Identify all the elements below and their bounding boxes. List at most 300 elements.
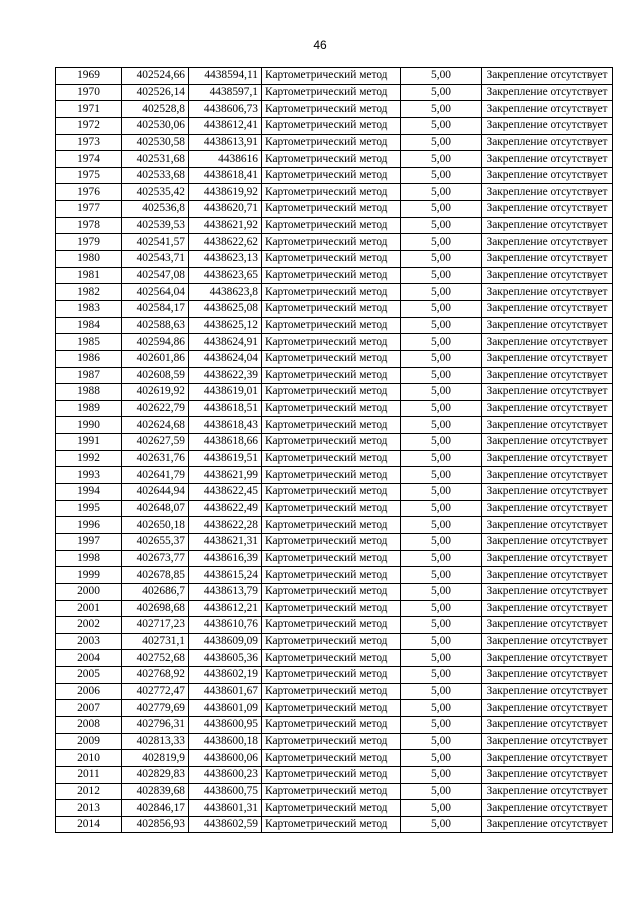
point-number-cell: 1996 [56, 517, 122, 534]
table-row [56, 617, 613, 634]
method-cell: Картометрический метод [262, 267, 401, 284]
method-cell: Картометрический метод [262, 583, 401, 600]
method-cell: Картометрический метод [262, 766, 401, 783]
method-cell: Картометрический метод [262, 800, 401, 817]
fixation-cell: Закрепление отсутствует [482, 251, 613, 268]
fixation-cell: Закрепление отсутствует [482, 284, 613, 301]
point-number-cell: 1988 [56, 384, 122, 401]
error-cell: 5,00 [401, 517, 482, 534]
point-number-cell: 2002 [56, 617, 122, 634]
method-cell: Картометрический метод [262, 184, 401, 201]
y-coordinate-cell: 4438613,91 [189, 134, 262, 151]
point-number-cell: 1978 [56, 217, 122, 234]
y-coordinate-cell: 4438621,99 [189, 467, 262, 484]
fixation-cell: Закрепление отсутствует [482, 450, 613, 467]
y-coordinate-cell: 4438616,39 [189, 550, 262, 567]
table-row [56, 550, 613, 567]
y-coordinate-cell: 4438619,01 [189, 384, 262, 401]
fixation-cell: Закрепление отсутствует [482, 800, 613, 817]
x-coordinate-cell: 402655,37 [122, 533, 189, 550]
fixation-cell: Закрепление отсутствует [482, 633, 613, 650]
x-coordinate-cell: 402627,59 [122, 434, 189, 451]
point-number-cell: 1998 [56, 550, 122, 567]
point-number-cell: 1999 [56, 567, 122, 584]
fixation-cell: Закрепление отсутствует [482, 583, 613, 600]
method-cell: Картометрический метод [262, 251, 401, 268]
x-coordinate-cell: 402539,53 [122, 217, 189, 234]
method-cell: Картометрический метод [262, 117, 401, 134]
point-number-cell: 1980 [56, 251, 122, 268]
x-coordinate-cell: 402698,68 [122, 600, 189, 617]
y-coordinate-cell: 4438622,45 [189, 484, 262, 501]
point-number-cell: 1990 [56, 417, 122, 434]
fixation-cell: Закрепление отсутствует [482, 617, 613, 634]
x-coordinate-cell: 402601,86 [122, 350, 189, 367]
y-coordinate-cell: 4438612,21 [189, 600, 262, 617]
y-coordinate-cell: 4438618,66 [189, 434, 262, 451]
fixation-cell: Закрепление отсутствует [482, 733, 613, 750]
method-cell: Картометрический метод [262, 334, 401, 351]
x-coordinate-cell: 402846,17 [122, 800, 189, 817]
point-number-cell: 2008 [56, 716, 122, 733]
x-coordinate-cell: 402678,85 [122, 567, 189, 584]
error-cell: 5,00 [401, 267, 482, 284]
error-cell: 5,00 [401, 101, 482, 118]
x-coordinate-cell: 402584,17 [122, 300, 189, 317]
method-cell: Картометрический метод [262, 533, 401, 550]
fixation-cell: Закрепление отсутствует [482, 517, 613, 534]
y-coordinate-cell: 4438601,67 [189, 683, 262, 700]
table-row [56, 533, 613, 550]
error-cell: 5,00 [401, 633, 482, 650]
method-cell: Картометрический метод [262, 517, 401, 534]
x-coordinate-cell: 402731,1 [122, 633, 189, 650]
x-coordinate-cell: 402717,23 [122, 617, 189, 634]
table-row [56, 251, 613, 268]
error-cell: 5,00 [401, 234, 482, 251]
y-coordinate-cell: 4438610,76 [189, 617, 262, 634]
point-number-cell: 1987 [56, 367, 122, 384]
point-number-cell: 1989 [56, 400, 122, 417]
y-coordinate-cell: 4438609,09 [189, 633, 262, 650]
point-number-cell: 1969 [56, 68, 122, 85]
table-row [56, 600, 613, 617]
table-row [56, 750, 613, 767]
y-coordinate-cell: 4438619,92 [189, 184, 262, 201]
x-coordinate-cell: 402524,66 [122, 68, 189, 85]
table-row [56, 434, 613, 451]
fixation-cell: Закрепление отсутствует [482, 683, 613, 700]
table-row [56, 700, 613, 717]
table-row [56, 367, 613, 384]
x-coordinate-cell: 402641,79 [122, 467, 189, 484]
table-row [56, 151, 613, 168]
table-row [56, 317, 613, 334]
fixation-cell: Закрепление отсутствует [482, 567, 613, 584]
method-cell: Картометрический метод [262, 617, 401, 634]
table-row [56, 716, 613, 733]
x-coordinate-cell: 402588,63 [122, 317, 189, 334]
table-row [56, 500, 613, 517]
point-number-cell: 2003 [56, 633, 122, 650]
error-cell: 5,00 [401, 500, 482, 517]
point-number-cell: 1981 [56, 267, 122, 284]
point-number-cell: 1995 [56, 500, 122, 517]
fixation-cell: Закрепление отсутствует [482, 267, 613, 284]
x-coordinate-cell: 402829,83 [122, 766, 189, 783]
point-number-cell: 1970 [56, 84, 122, 101]
y-coordinate-cell: 4438613,79 [189, 583, 262, 600]
fixation-cell: Закрепление отсутствует [482, 167, 613, 184]
x-coordinate-cell: 402772,47 [122, 683, 189, 700]
error-cell: 5,00 [401, 434, 482, 451]
fixation-cell: Закрепление отсутствует [482, 816, 613, 833]
point-number-cell: 1985 [56, 334, 122, 351]
y-coordinate-cell: 4438600,75 [189, 783, 262, 800]
point-number-cell: 1984 [56, 317, 122, 334]
y-coordinate-cell: 4438623,13 [189, 251, 262, 268]
y-coordinate-cell: 4438600,06 [189, 750, 262, 767]
table-row [56, 766, 613, 783]
y-coordinate-cell: 4438606,73 [189, 101, 262, 118]
x-coordinate-cell: 402608,59 [122, 367, 189, 384]
fixation-cell: Закрепление отсутствует [482, 750, 613, 767]
method-cell: Картометрический метод [262, 217, 401, 234]
error-cell: 5,00 [401, 151, 482, 168]
table-row [56, 267, 613, 284]
x-coordinate-cell: 402624,68 [122, 417, 189, 434]
error-cell: 5,00 [401, 533, 482, 550]
x-coordinate-cell: 402650,18 [122, 517, 189, 534]
y-coordinate-cell: 4438622,39 [189, 367, 262, 384]
page-number: 46 [313, 38, 327, 52]
table-row [56, 783, 613, 800]
fixation-cell: Закрепление отсутствует [482, 68, 613, 85]
x-coordinate-cell: 402594,86 [122, 334, 189, 351]
table-row [56, 400, 613, 417]
fixation-cell: Закрепление отсутствует [482, 184, 613, 201]
error-cell: 5,00 [401, 251, 482, 268]
table-row [56, 84, 613, 101]
y-coordinate-cell: 4438602,19 [189, 667, 262, 684]
table-row [56, 733, 613, 750]
method-cell: Картометрический метод [262, 68, 401, 85]
fixation-cell: Закрепление отсутствует [482, 117, 613, 134]
error-cell: 5,00 [401, 417, 482, 434]
y-coordinate-cell: 4438597,1 [189, 84, 262, 101]
x-coordinate-cell: 402648,07 [122, 500, 189, 517]
method-cell: Картометрический метод [262, 600, 401, 617]
fixation-cell: Закрепление отсутствует [482, 300, 613, 317]
point-number-cell: 2010 [56, 750, 122, 767]
method-cell: Картометрический метод [262, 201, 401, 218]
error-cell: 5,00 [401, 583, 482, 600]
error-cell: 5,00 [401, 84, 482, 101]
error-cell: 5,00 [401, 683, 482, 700]
method-cell: Картометрический метод [262, 667, 401, 684]
y-coordinate-cell: 4438622,62 [189, 234, 262, 251]
method-cell: Картометрический метод [262, 567, 401, 584]
y-coordinate-cell: 4438618,51 [189, 400, 262, 417]
x-coordinate-cell: 402752,68 [122, 650, 189, 667]
x-coordinate-cell: 402531,68 [122, 151, 189, 168]
method-cell: Картометрический метод [262, 400, 401, 417]
point-number-cell: 1991 [56, 434, 122, 451]
error-cell: 5,00 [401, 167, 482, 184]
y-coordinate-cell: 4438622,28 [189, 517, 262, 534]
error-cell: 5,00 [401, 567, 482, 584]
fixation-cell: Закрепление отсутствует [482, 384, 613, 401]
method-cell: Картометрический метод [262, 434, 401, 451]
error-cell: 5,00 [401, 134, 482, 151]
point-number-cell: 1972 [56, 117, 122, 134]
method-cell: Картометрический метод [262, 284, 401, 301]
table-row [56, 134, 613, 151]
point-number-cell: 2005 [56, 667, 122, 684]
x-coordinate-cell: 402686,7 [122, 583, 189, 600]
error-cell: 5,00 [401, 450, 482, 467]
x-coordinate-cell: 402839,68 [122, 783, 189, 800]
y-coordinate-cell: 4438602,59 [189, 816, 262, 833]
method-cell: Картометрический метод [262, 317, 401, 334]
table-row [56, 583, 613, 600]
table-row [56, 201, 613, 218]
method-cell: Картометрический метод [262, 134, 401, 151]
fixation-cell: Закрепление отсутствует [482, 201, 613, 218]
point-number-cell: 2013 [56, 800, 122, 817]
x-coordinate-cell: 402541,57 [122, 234, 189, 251]
error-cell: 5,00 [401, 317, 482, 334]
method-cell: Картометрический метод [262, 683, 401, 700]
table-row [56, 101, 613, 118]
y-coordinate-cell: 4438622,49 [189, 500, 262, 517]
fixation-cell: Закрепление отсутствует [482, 334, 613, 351]
point-number-cell: 2000 [56, 583, 122, 600]
point-number-cell: 2006 [56, 683, 122, 700]
method-cell: Картометрический метод [262, 733, 401, 750]
point-number-cell: 2001 [56, 600, 122, 617]
x-coordinate-cell: 402768,92 [122, 667, 189, 684]
y-coordinate-cell: 4438600,18 [189, 733, 262, 750]
fixation-cell: Закрепление отсутствует [482, 667, 613, 684]
method-cell: Картометрический метод [262, 450, 401, 467]
y-coordinate-cell: 4438600,95 [189, 716, 262, 733]
table-row [56, 284, 613, 301]
point-number-cell: 1982 [56, 284, 122, 301]
fixation-cell: Закрепление отсутствует [482, 716, 613, 733]
error-cell: 5,00 [401, 367, 482, 384]
method-cell: Картометрический метод [262, 167, 401, 184]
method-cell: Картометрический метод [262, 633, 401, 650]
y-coordinate-cell: 4438618,43 [189, 417, 262, 434]
error-cell: 5,00 [401, 600, 482, 617]
table-row [56, 167, 613, 184]
point-number-cell: 1994 [56, 484, 122, 501]
table-row [56, 484, 613, 501]
fixation-cell: Закрепление отсутствует [482, 134, 613, 151]
method-cell: Картометрический метод [262, 500, 401, 517]
x-coordinate-cell: 402547,08 [122, 267, 189, 284]
point-number-cell: 1997 [56, 533, 122, 550]
error-cell: 5,00 [401, 617, 482, 634]
coordinates-table [55, 67, 613, 833]
table-row [56, 234, 613, 251]
fixation-cell: Закрепление отсутствует [482, 434, 613, 451]
error-cell: 5,00 [401, 716, 482, 733]
method-cell: Картометрический метод [262, 417, 401, 434]
error-cell: 5,00 [401, 350, 482, 367]
point-number-cell: 2014 [56, 816, 122, 833]
table-row [56, 384, 613, 401]
coordinates-table-body [56, 68, 613, 833]
table-row [56, 633, 613, 650]
error-cell: 5,00 [401, 750, 482, 767]
point-number-cell: 2009 [56, 733, 122, 750]
point-number-cell: 2004 [56, 650, 122, 667]
table-row [56, 567, 613, 584]
table-row [56, 334, 613, 351]
x-coordinate-cell: 402631,76 [122, 450, 189, 467]
point-number-cell: 1976 [56, 184, 122, 201]
error-cell: 5,00 [401, 217, 482, 234]
point-number-cell: 1992 [56, 450, 122, 467]
point-number-cell: 1986 [56, 350, 122, 367]
method-cell: Картометрический метод [262, 350, 401, 367]
error-cell: 5,00 [401, 400, 482, 417]
table-row [56, 217, 613, 234]
y-coordinate-cell: 4438605,36 [189, 650, 262, 667]
error-cell: 5,00 [401, 650, 482, 667]
x-coordinate-cell: 402526,14 [122, 84, 189, 101]
method-cell: Картометрический метод [262, 750, 401, 767]
point-number-cell: 2011 [56, 766, 122, 783]
x-coordinate-cell: 402619,92 [122, 384, 189, 401]
point-number-cell: 1971 [56, 101, 122, 118]
point-number-cell: 1977 [56, 201, 122, 218]
table-row [56, 683, 613, 700]
table-row [56, 816, 613, 833]
error-cell: 5,00 [401, 550, 482, 567]
method-cell: Картометрический метод [262, 550, 401, 567]
method-cell: Картометрический метод [262, 101, 401, 118]
x-coordinate-cell: 402528,8 [122, 101, 189, 118]
x-coordinate-cell: 402535,42 [122, 184, 189, 201]
fixation-cell: Закрепление отсутствует [482, 350, 613, 367]
table-row [56, 117, 613, 134]
point-number-cell: 1979 [56, 234, 122, 251]
y-coordinate-cell: 4438619,51 [189, 450, 262, 467]
x-coordinate-cell: 402536,8 [122, 201, 189, 218]
fixation-cell: Закрепление отсутствует [482, 101, 613, 118]
fixation-cell: Закрепление отсутствует [482, 500, 613, 517]
method-cell: Картометрический метод [262, 816, 401, 833]
method-cell: Картометрический метод [262, 700, 401, 717]
table-row [56, 667, 613, 684]
table-row [56, 184, 613, 201]
fixation-cell: Закрепление отсутствует [482, 217, 613, 234]
fixation-cell: Закрепление отсутствует [482, 467, 613, 484]
fixation-cell: Закрепление отсутствует [482, 151, 613, 168]
error-cell: 5,00 [401, 300, 482, 317]
error-cell: 5,00 [401, 783, 482, 800]
method-cell: Картометрический метод [262, 367, 401, 384]
fixation-cell: Закрепление отсутствует [482, 533, 613, 550]
x-coordinate-cell: 402530,06 [122, 117, 189, 134]
method-cell: Картометрический метод [262, 384, 401, 401]
fixation-cell: Закрепление отсутствует [482, 783, 613, 800]
x-coordinate-cell: 402813,33 [122, 733, 189, 750]
table-row [56, 467, 613, 484]
y-coordinate-cell: 4438625,12 [189, 317, 262, 334]
table-row [56, 68, 613, 85]
error-cell: 5,00 [401, 700, 482, 717]
fixation-cell: Закрепление отсутствует [482, 766, 613, 783]
y-coordinate-cell: 4438624,04 [189, 350, 262, 367]
error-cell: 5,00 [401, 334, 482, 351]
fixation-cell: Закрепление отсутствует [482, 550, 613, 567]
method-cell: Картометрический метод [262, 300, 401, 317]
error-cell: 5,00 [401, 816, 482, 833]
point-number-cell: 1973 [56, 134, 122, 151]
y-coordinate-cell: 4438612,41 [189, 117, 262, 134]
error-cell: 5,00 [401, 68, 482, 85]
method-cell: Картометрический метод [262, 716, 401, 733]
method-cell: Картометрический метод [262, 151, 401, 168]
y-coordinate-cell: 4438621,31 [189, 533, 262, 550]
error-cell: 5,00 [401, 733, 482, 750]
y-coordinate-cell: 4438618,41 [189, 167, 262, 184]
y-coordinate-cell: 4438594,11 [189, 68, 262, 85]
method-cell: Картометрический метод [262, 783, 401, 800]
y-coordinate-cell: 4438620,71 [189, 201, 262, 218]
method-cell: Картометрический метод [262, 467, 401, 484]
method-cell: Картометрический метод [262, 234, 401, 251]
y-coordinate-cell: 4438601,31 [189, 800, 262, 817]
error-cell: 5,00 [401, 384, 482, 401]
x-coordinate-cell: 402644,94 [122, 484, 189, 501]
fixation-cell: Закрепление отсутствует [482, 367, 613, 384]
x-coordinate-cell: 402622,79 [122, 400, 189, 417]
x-coordinate-cell: 402673,77 [122, 550, 189, 567]
x-coordinate-cell: 402819,9 [122, 750, 189, 767]
error-cell: 5,00 [401, 184, 482, 201]
x-coordinate-cell: 402779,69 [122, 700, 189, 717]
method-cell: Картометрический метод [262, 484, 401, 501]
y-coordinate-cell: 4438600,23 [189, 766, 262, 783]
point-number-cell: 1975 [56, 167, 122, 184]
fixation-cell: Закрепление отсутствует [482, 84, 613, 101]
y-coordinate-cell: 4438621,92 [189, 217, 262, 234]
point-number-cell: 1993 [56, 467, 122, 484]
fixation-cell: Закрепление отсутствует [482, 600, 613, 617]
y-coordinate-cell: 4438616 [189, 151, 262, 168]
table-row [56, 800, 613, 817]
error-cell: 5,00 [401, 284, 482, 301]
y-coordinate-cell: 4438624,91 [189, 334, 262, 351]
method-cell: Картометрический метод [262, 650, 401, 667]
method-cell: Картометрический метод [262, 84, 401, 101]
error-cell: 5,00 [401, 800, 482, 817]
table-row [56, 650, 613, 667]
fixation-cell: Закрепление отсутствует [482, 400, 613, 417]
error-cell: 5,00 [401, 467, 482, 484]
y-coordinate-cell: 4438615,24 [189, 567, 262, 584]
fixation-cell: Закрепление отсутствует [482, 700, 613, 717]
fixation-cell: Закрепление отсутствует [482, 234, 613, 251]
y-coordinate-cell: 4438625,08 [189, 300, 262, 317]
x-coordinate-cell: 402533,68 [122, 167, 189, 184]
error-cell: 5,00 [401, 484, 482, 501]
